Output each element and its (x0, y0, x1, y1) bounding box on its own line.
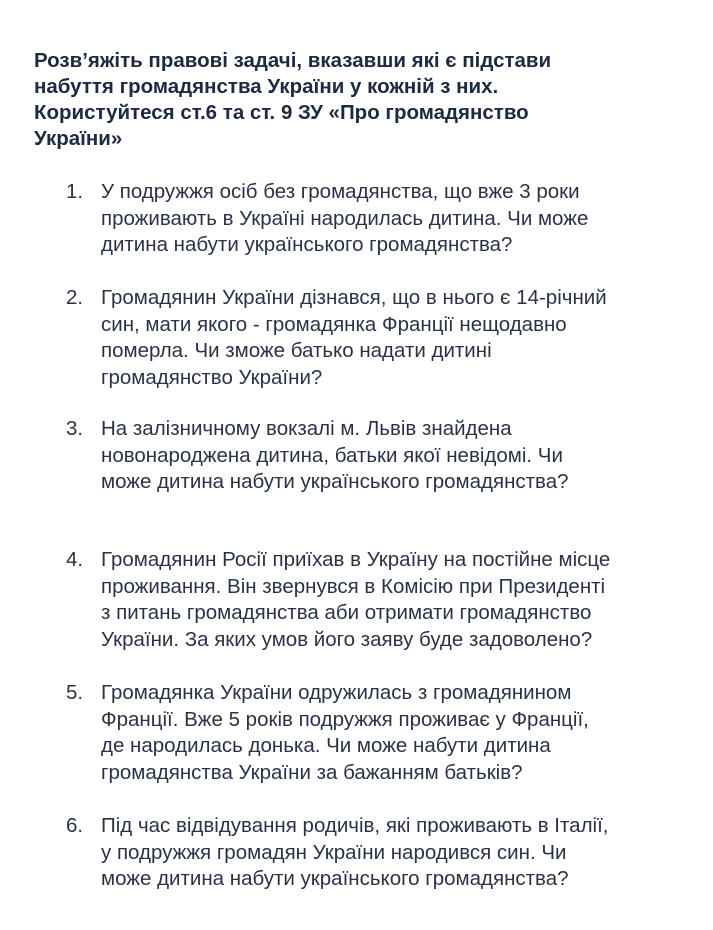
task-heading: Розв’яжіть правові задачі, вказавши які є підстави набуття громадянства України у кожній з них. Користуйтеся ст.6 та ст. 9 ЗУ «Про громадянство України» (34, 49, 552, 150)
task-number: 3. (66, 417, 84, 440)
task-number: 1. (66, 180, 84, 203)
task-text: На залізничному вокзалі м. Львів знайдена новонароджена дитина, батьки якої невідомі. Чи може дитина набути українського громадянства? (101, 417, 569, 493)
task-number: 6. (66, 814, 84, 837)
task-text: Під час відвідування родичів, які проживають в Італії, у подружжя громадян України народився син. Чи може дитина набути українського громадянства? (101, 814, 609, 890)
task-number: 5. (66, 681, 84, 704)
task-text: Громадянин України дізнався, що в нього є 14-річний син, мати якого - громадянка Франції нещодавно померла. Чи зможе батько надати дитині громадянство України? (101, 286, 607, 389)
task-text: Громадянка України одружилась з громадянином Франції. Вже 5 років подружжя проживає у Франції, де народилась донька. Чи може набути дитина громадянства України за бажанням батьків? (101, 681, 589, 784)
task-text: У подружжя осіб без громадянства, що вже 3 роки проживають в Україні народилась дитина. Чи може дитина набути українського громадянства? (101, 180, 589, 256)
task-number: 2. (66, 286, 84, 309)
task-number: 4. (66, 548, 84, 571)
task-text: Громадянин Росії приїхав в Україну на постійне місце проживання. Він звернувся в Комісію при Президенті з питань громадянства аби отримати громадянство України. За яких умов його заяву буде задоволено? (101, 548, 611, 651)
